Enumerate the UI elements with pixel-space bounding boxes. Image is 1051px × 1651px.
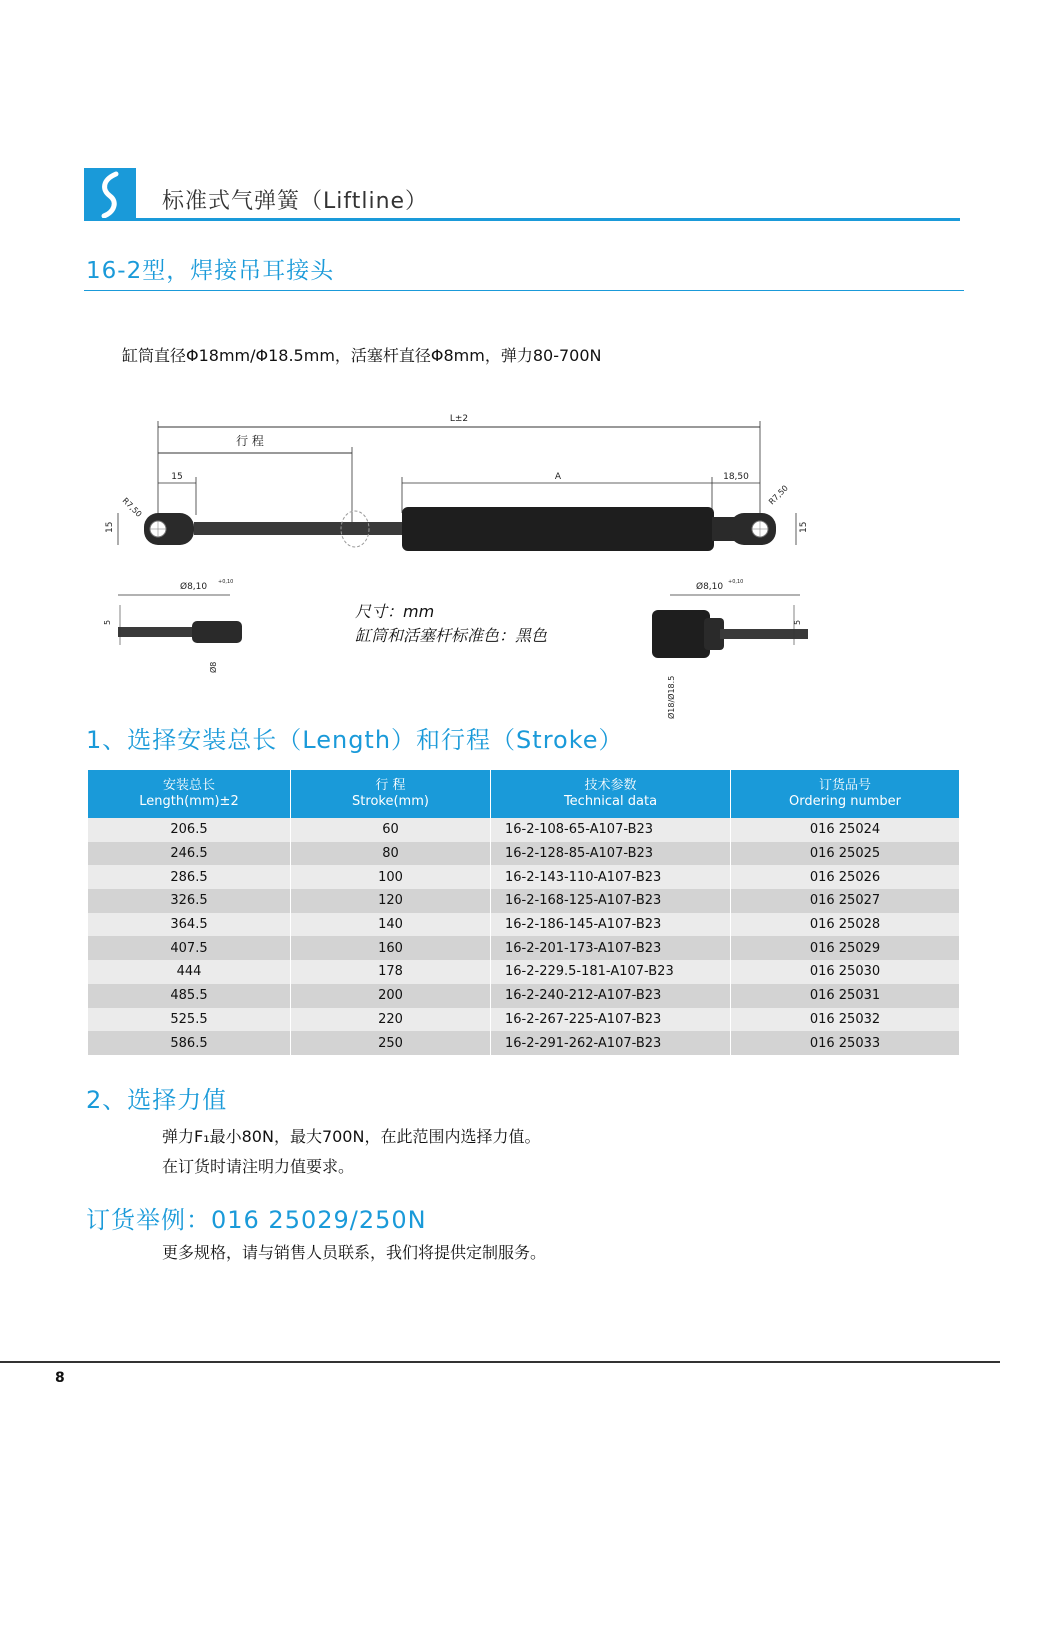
units-note: 尺寸：mm [355, 602, 435, 621]
svg-text:+0,10: +0,10 [728, 579, 744, 585]
dim-a-label: A [554, 472, 562, 482]
contact-note: 更多规格，请与销售人员联系，我们将提供定制服务。 [162, 1243, 547, 1262]
page-number: 8 [55, 1370, 65, 1386]
table-header-row [88, 770, 959, 818]
table-row: 246.5 80 16-2-128-85-A107-B23 016 25025 [88, 842, 959, 866]
col-technical: 技术参数 Technical data [491, 770, 731, 818]
col-stroke: 行 程 Stroke(mm) [291, 770, 491, 818]
spec-line: 缸筒直径Φ18mm/Φ18.5mm，活塞杆直径Φ8mm，弹力80-700N [122, 346, 602, 365]
table-row: 407.5 160 16-2-201-173-A107-B23 016 25029 [88, 936, 959, 960]
dim-15-label: 15 [171, 472, 183, 482]
table-row: 364.5 140 16-2-186-145-A107-B23 016 25028 [88, 913, 959, 937]
brand-logo [84, 168, 136, 220]
dim-total-label: L±2 [449, 414, 469, 424]
table-row: 206.5 60 16-2-108-65-A107-B23 016 25024 [88, 818, 959, 842]
dim-radius-right: R7,50 [767, 483, 790, 507]
dim-stroke-label: 行 程 [236, 434, 264, 448]
svg-text:+0,10: +0,10 [218, 579, 234, 585]
dim-tube-diameter: Ø18/Ø18.5 [667, 675, 676, 719]
svg-text:5: 5 [103, 619, 112, 625]
spec-table [88, 770, 959, 1055]
dim-height-left: 15 [105, 521, 115, 533]
table-row: 326.5 120 16-2-168-125-A107-B23 016 25027 [88, 889, 959, 913]
col-ordering: 订货品号 Ordering number [731, 770, 960, 818]
drawing-note [355, 600, 547, 648]
right-detail-stud [720, 629, 808, 639]
table-row: 444 178 16-2-229.5-181-A107-B23 016 25030 [88, 960, 959, 984]
table-row: 586.5 250 16-2-291-262-A107-B23 016 25033 [88, 1031, 959, 1055]
dim-rod-diameter: Ø8 [209, 661, 218, 673]
table-row: 485.5 200 16-2-240-212-A107-B23 016 25031 [88, 984, 959, 1008]
order-example-title: 订货举例：016 25029/250N [86, 1206, 427, 1234]
left-detail-rod [192, 621, 242, 643]
dim-hole-right: Ø8,10 [696, 582, 724, 592]
piston-rod [194, 522, 404, 535]
color-note: 缸筒和活塞杆标准色：黑色 [355, 626, 548, 645]
table-row: 525.5 220 16-2-267-225-A107-B23 016 25032 [88, 1008, 959, 1032]
table-row: 286.5 100 16-2-143-110-A107-B23 016 25026 [88, 865, 959, 889]
section-1-title: 1、选择安装总长（Length）和行程（Stroke） [86, 726, 624, 754]
dim-radius-left: R7,50 [120, 496, 144, 519]
svg-text:5: 5 [793, 619, 802, 625]
page-title: 标准式气弹簧（Liftline） [162, 189, 429, 214]
subtitle-divider [84, 290, 964, 291]
gas-spring-drawing [100, 405, 820, 725]
header-divider [84, 218, 960, 221]
section-2-title: 2、选择力值 [86, 1086, 228, 1114]
right-detail-tube [652, 610, 710, 658]
cylinder-tube [402, 507, 714, 551]
footer-divider [0, 1361, 1000, 1363]
dim-hole-left: Ø8,10 [180, 582, 208, 592]
force-note-text: 在订货时请注明力值要求。 [162, 1157, 355, 1176]
col-length: 安装总长 Length(mm)±2 [88, 770, 291, 818]
dim-height-right: 15 [799, 521, 809, 533]
dim-1850-label: 18,50 [723, 472, 749, 482]
model-subtitle: 16-2型，焊接吊耳接头 [86, 258, 335, 284]
s-logo-icon [84, 168, 136, 220]
force-range-text: 弹力F₁最小80N，最大700N，在此范围内选择力值。 [162, 1127, 541, 1146]
